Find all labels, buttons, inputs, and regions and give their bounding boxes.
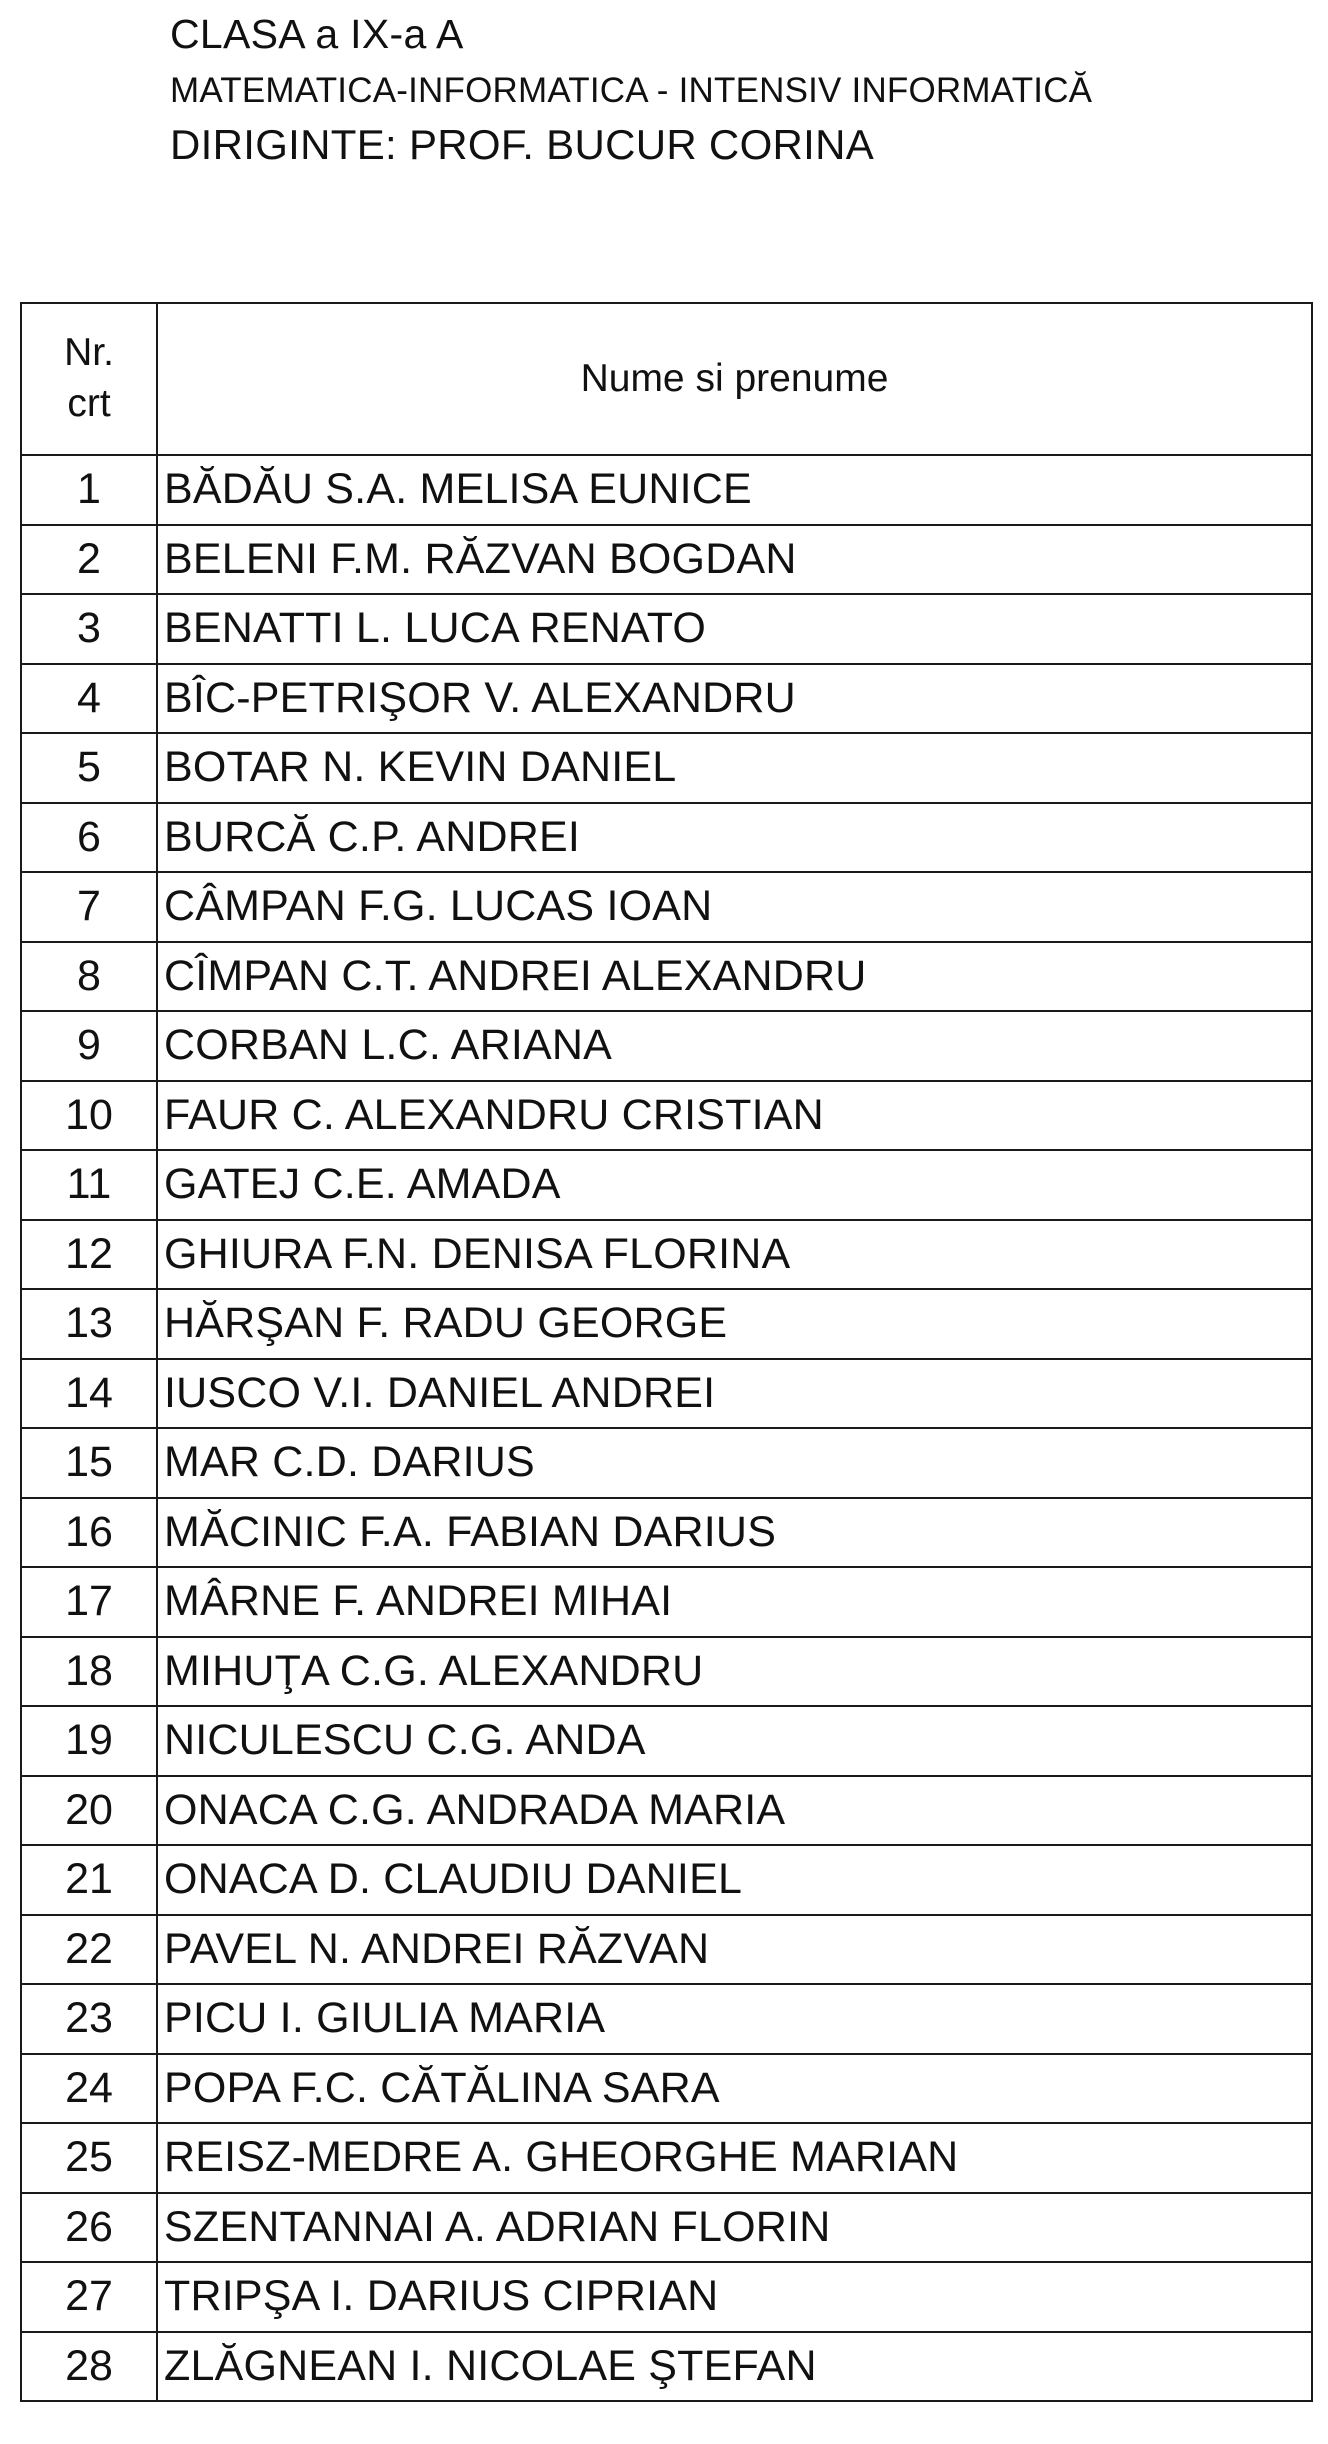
table-row <box>21 664 1312 734</box>
row-number: 9 <box>21 1011 157 1081</box>
student-name: BURCĂ C.P. ANDREI <box>157 803 1312 873</box>
table-row <box>21 1498 1312 1568</box>
table-row <box>21 942 1312 1012</box>
class-title: CLASA a IX-a A <box>170 11 464 57</box>
table-row <box>21 1845 1312 1915</box>
student-name: CÎMPAN C.T. ANDREI ALEXANDRU <box>157 942 1312 1012</box>
row-number: 1 <box>21 455 157 525</box>
table-row <box>21 2262 1312 2332</box>
row-number: 4 <box>21 664 157 734</box>
row-number: 3 <box>21 594 157 664</box>
row-number: 28 <box>21 2332 157 2402</box>
row-number: 18 <box>21 1637 157 1707</box>
row-number: 23 <box>21 1984 157 2054</box>
row-number: 6 <box>21 803 157 873</box>
column-header-nr-line2: crt <box>67 382 111 425</box>
homeroom-teacher: DIRIGINTE: PROF. BUCUR CORINA <box>170 121 875 168</box>
column-header-nr-line1: Nr. <box>64 331 114 375</box>
student-name: SZENTANNAI A. ADRIAN FLORIN <box>157 2193 1312 2263</box>
table-row <box>21 1428 1312 1498</box>
student-name: CORBAN L.C. ARIANA <box>157 1011 1312 1081</box>
table-row <box>21 1984 1312 2054</box>
table-row <box>21 1081 1312 1151</box>
row-number: 22 <box>21 1915 157 1985</box>
student-name: MĂCINIC F.A. FABIAN DARIUS <box>157 1498 1312 1568</box>
row-number: 14 <box>21 1359 157 1429</box>
row-number: 19 <box>21 1706 157 1776</box>
row-number: 20 <box>21 1776 157 1846</box>
table-row <box>21 594 1312 664</box>
table-row <box>21 1359 1312 1429</box>
column-header-nr <box>21 303 157 455</box>
table-row <box>21 525 1312 595</box>
row-number: 27 <box>21 2262 157 2332</box>
row-number: 15 <box>21 1428 157 1498</box>
student-name: IUSCO V.I. DANIEL ANDREI <box>157 1359 1312 1429</box>
class-profile: MATEMATICA-INFORMATICA - INTENSIV INFORMATICĂ <box>170 71 1093 110</box>
student-name: PAVEL N. ANDREI RĂZVAN <box>157 1915 1312 1985</box>
student-name: FAUR C. ALEXANDRU CRISTIAN <box>157 1081 1312 1151</box>
student-name: TRIPŞA I. DARIUS CIPRIAN <box>157 2262 1312 2332</box>
row-number: 17 <box>21 1567 157 1637</box>
document-header <box>170 11 1093 168</box>
student-name: ONACA D. CLAUDIU DANIEL <box>157 1845 1312 1915</box>
table-row <box>21 1706 1312 1776</box>
row-number: 7 <box>21 872 157 942</box>
student-name: MIHUŢA C.G. ALEXANDRU <box>157 1637 1312 1707</box>
row-number: 11 <box>21 1150 157 1220</box>
table-row <box>21 2193 1312 2263</box>
table-row <box>21 803 1312 873</box>
student-name: MAR C.D. DARIUS <box>157 1428 1312 1498</box>
table-row <box>21 1776 1312 1846</box>
row-number: 16 <box>21 1498 157 1568</box>
row-number: 8 <box>21 942 157 1012</box>
row-number: 25 <box>21 2123 157 2193</box>
student-name: BÎC-PETRIŞOR V. ALEXANDRU <box>157 664 1312 734</box>
table-row <box>21 2054 1312 2124</box>
student-name: PICU I. GIULIA MARIA <box>157 1984 1312 2054</box>
table-row <box>21 1220 1312 1290</box>
table-row <box>21 872 1312 942</box>
student-name: BĂDĂU S.A. MELISA EUNICE <box>157 455 1312 525</box>
table-header-row <box>21 303 1312 455</box>
roster-body <box>21 455 1312 2401</box>
student-name: ZLĂGNEAN I. NICOLAE ŞTEFAN <box>157 2332 1312 2402</box>
student-name: POPA F.C. CĂTĂLINA SARA <box>157 2054 1312 2124</box>
student-name: CÂMPAN F.G. LUCAS IOAN <box>157 872 1312 942</box>
table-row <box>21 1150 1312 1220</box>
row-number: 10 <box>21 1081 157 1151</box>
table-row <box>21 1289 1312 1359</box>
table-row <box>21 1915 1312 1985</box>
student-name: BELENI F.M. RĂZVAN BOGDAN <box>157 525 1312 595</box>
table-row <box>21 733 1312 803</box>
student-name: GHIURA F.N. DENISA FLORINA <box>157 1220 1312 1290</box>
row-number: 2 <box>21 525 157 595</box>
table-row <box>21 2123 1312 2193</box>
table-row <box>21 1567 1312 1637</box>
student-name: MÂRNE F. ANDREI MIHAI <box>157 1567 1312 1637</box>
table-row <box>21 455 1312 525</box>
row-number: 5 <box>21 733 157 803</box>
column-header-name: Nume si prenume <box>157 303 1312 455</box>
row-number: 24 <box>21 2054 157 2124</box>
row-number: 26 <box>21 2193 157 2263</box>
student-name: HĂRŞAN F. RADU GEORGE <box>157 1289 1312 1359</box>
student-name: BENATTI L. LUCA RENATO <box>157 594 1312 664</box>
student-roster-table <box>20 302 1313 2402</box>
student-name: NICULESCU C.G. ANDA <box>157 1706 1312 1776</box>
student-name: GATEJ C.E. AMADA <box>157 1150 1312 1220</box>
student-name: BOTAR N. KEVIN DANIEL <box>157 733 1312 803</box>
row-number: 12 <box>21 1220 157 1290</box>
row-number: 13 <box>21 1289 157 1359</box>
table-row <box>21 1011 1312 1081</box>
student-name: REISZ-MEDRE A. GHEORGHE MARIAN <box>157 2123 1312 2193</box>
student-name: ONACA C.G. ANDRADA MARIA <box>157 1776 1312 1846</box>
table-row <box>21 1637 1312 1707</box>
row-number: 21 <box>21 1845 157 1915</box>
table-row <box>21 2332 1312 2402</box>
